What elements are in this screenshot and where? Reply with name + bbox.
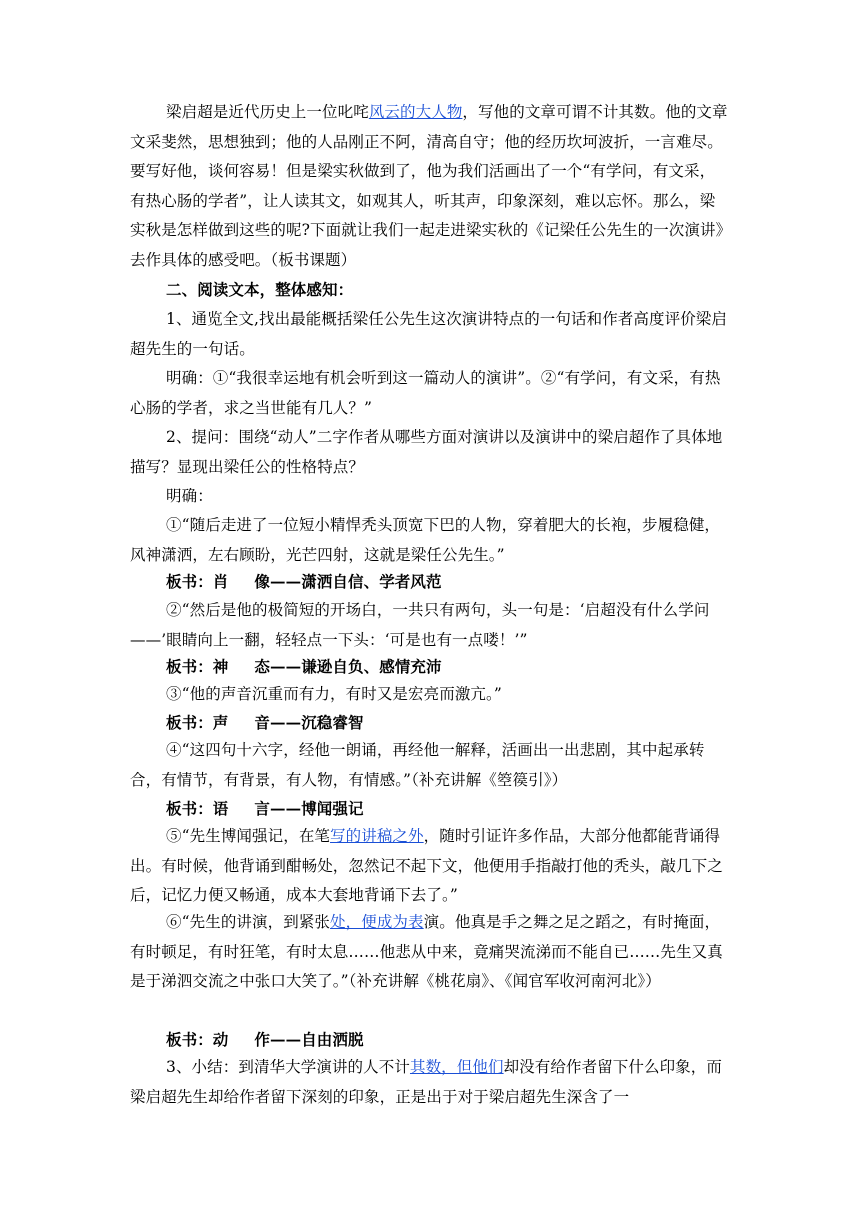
item-5-link[interactable]: 写的讲稿之外 bbox=[330, 827, 424, 845]
answer-2-label: 明确： bbox=[166, 487, 213, 505]
board-note-4 bbox=[130, 794, 730, 824]
summary-text-start: 3、小结：到清华大学演讲的人不计 bbox=[166, 1058, 410, 1076]
summary-text-rest: 却没有给作者留下什么印象，而梁启超先生却给作者留下深刻的印象，正是出于对于梁启超先生深含了一 bbox=[130, 1058, 722, 1106]
board-label: 板书：肖 bbox=[166, 572, 229, 591]
board-note-5 bbox=[130, 1025, 730, 1055]
board-note-1 bbox=[130, 567, 730, 597]
board-label: 板书：声 bbox=[166, 713, 229, 732]
board-text: 像——潇洒自信、学者风范 bbox=[254, 572, 442, 591]
board-label: 板书：动 bbox=[166, 1030, 229, 1049]
board-note-3 bbox=[130, 708, 730, 738]
intro-link[interactable]: 风云的大人物 bbox=[368, 103, 463, 121]
item-6-text-start: ⑥“先生的讲演，到紧张 bbox=[166, 913, 331, 931]
item-1: ①“随后走进了一位短小精悍秃头顶宽下巴的人物，穿着肥大的长袍，步履稳健，风神潇洒，左右顾盼，光芒四射，这就是梁任公先生。” bbox=[130, 516, 721, 564]
board-text: 态——谦逊自负、感情充沛 bbox=[254, 657, 442, 676]
answer-1: 明确：①“我很幸运地有机会听到这一篇动人的演讲”。②“有学问，有文采，有热心肠的学者，求之当世能有几人？” bbox=[130, 369, 721, 417]
intro-text-rest: ，写他的文章可谓不计其数。他的文章文采斐然，思想独到；他的人品刚正不阿，清高自守；他的经历坎坷波折，一言难尽。要写好他，谈何容易！但是梁实秋做到了，他为我们活画出了一个“有学问，有文采，有热心肠的学者”，让人读其文，如观其人，听其声，印象深刻，难以忘怀。那么，梁实秋是怎样做到这些的呢?下面就让我们一起走进梁实秋的《记梁任公先生的一次演讲》去作具体的感受吧。（板书课题） bbox=[130, 103, 728, 269]
question-2: 2、提问：围绕“动人”二字作者从哪些方面对演讲以及演讲中的梁启超作了具体地描写？显现出梁任公的性格特点？ bbox=[130, 428, 723, 476]
item-6-link[interactable]: 处，便成为表 bbox=[330, 913, 424, 931]
board-note-2 bbox=[130, 652, 730, 682]
item-5-text-start: ⑤“先生博闻强记，在笔 bbox=[166, 827, 331, 845]
item-5 bbox=[130, 822, 730, 911]
section-heading: 二、阅读文本，整体感知： bbox=[166, 280, 354, 299]
item-6-text-rest: 演。他真是手之舞之足之蹈之，有时掩面，有时顿足，有时狂笔，有时太息……他悲从中来，竟痛哭流涕而不能自已……先生又真是于涕泗交流之中张口大笑了。”（补充讲解《桃花扇》、《闻官军收河南河北》） bbox=[130, 913, 723, 990]
board-text: 作——自由洒脱 bbox=[254, 1030, 364, 1049]
board-text: 音——沉稳睿智 bbox=[254, 713, 364, 732]
item-3: ③“他的声音沉重而有力，有时又是宏亮而激亢。” bbox=[166, 685, 502, 703]
intro-text-start: 梁启超是近代历史上一位叱咤 bbox=[166, 103, 369, 121]
item-5-text-rest: ，随时引证许多作品，大部分他都能背诵得出。有时候，他背诵到酣畅处，忽然记不起下文，他便用手指敲打他的秃头，敲几下之后，记忆力便又畅通，成本大套地背诵下去了。” bbox=[130, 827, 723, 904]
item-4: ④“这四句十六字，经他一朗诵，再经他一解释，活画出一出悲剧，其中起承转合，有情节，有背景，有人物，有情感。”（补充讲解《箜篌引》） bbox=[130, 741, 705, 789]
question-1: 1、通览全文,找出最能概括梁任公先生这次演讲特点的一句话和作者高度评价梁启超先生的一句话。 bbox=[130, 310, 727, 358]
board-label: 板书：语 bbox=[166, 799, 229, 818]
item-2: ②“然后是他的极简短的开场白，一共只有两句，头一句是：‘启超没有什么学问——’眼睛向上一翻，轻轻点一下头：‘可是也有一点喽！’” bbox=[130, 601, 710, 649]
board-label: 板书：神 bbox=[166, 657, 229, 676]
board-text: 言——博闻强记 bbox=[254, 799, 364, 818]
intro-paragraph bbox=[130, 98, 730, 275]
summary-link[interactable]: 其数，但他们 bbox=[409, 1058, 504, 1076]
item-6 bbox=[130, 908, 730, 997]
summary-paragraph bbox=[130, 1053, 730, 1112]
